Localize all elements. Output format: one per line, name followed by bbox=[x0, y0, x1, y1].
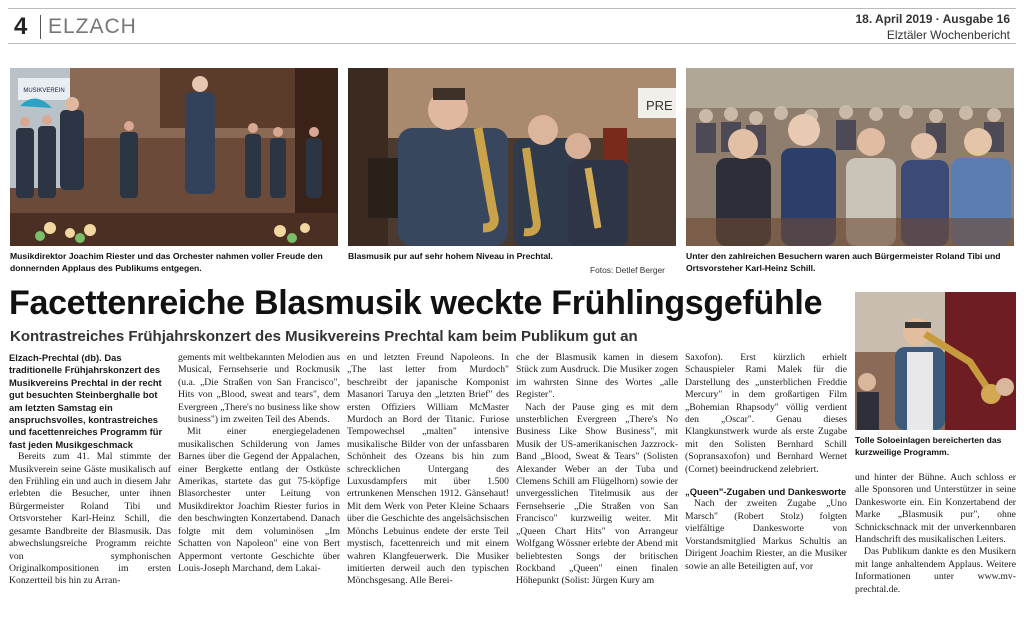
caption-photo-saxophones: Blasmusik pur auf sehr hohem Niveau in Prechtal. bbox=[348, 251, 553, 261]
article-lead: Elzach-Prechtal (db). Das traditionelle Frühjahrskonzert des Musikvereins Prechtal in der recht gut besuchten Steinberghalle bot am letzten Samstag ein anspruchsvolles, kontrastreiches und facettenreiches Programm für fast jeden Musikgeschmack bbox=[9, 352, 163, 450]
banner-text: MUSIKVEREIN bbox=[23, 88, 65, 94]
paragraph: Saxofon). Erst kürzlich erhielt Schauspieler Rami Malek für die Darstellung des „unsterblichen Freddie Mercury" in dem großartigen Film „Bohemian Rhapsody" völlig verdient den „Oscar". Genau dieses Klangkunstwerk wurde als erste Zugabe mit den Solisten Bernhard Schill (Sopransaxofon) und Bernhard Wernet (Cornet) beeindruckend zelebriert. bbox=[685, 352, 847, 475]
article-column-4 bbox=[516, 352, 678, 624]
article-column-1 bbox=[9, 352, 171, 624]
issue-date: 18. April 2019 · Ausgabe 16 bbox=[855, 12, 1010, 26]
paragraph: Nach der Pause ging es mit dem unsterblichen Evergreen „There's No Business Like Show Business", mit Musik der US-amerikanischen Jazzrock-Band „Blood, Sweat & Tears" (Solisten Alexander Weber an der Tuba und Clemens Schill am Flügelhorn) sowie der unvergesslichen Titelmusik aus der Fernsehserie „Die Straßen von San Francisco" kurzweilig weiter. Mit „Queen Chart Hits" von Arrangeur Wolfgang Wössner erlebte der Abend mit beliebtesten Songs der britischen Rockband „Queen" einen finalen Höhepunkt (Solist: Jürgen Kury am bbox=[516, 401, 678, 587]
photo-credit: Fotos: Detlef Berger bbox=[590, 265, 665, 275]
photo-saxophones bbox=[348, 68, 676, 246]
page-header bbox=[8, 8, 1016, 44]
photo-soloist bbox=[855, 292, 1016, 430]
section-title: ELZACH bbox=[48, 15, 137, 38]
paragraph: gements mit weltbekannten Melodien aus Musical, Fernsehserie und Rockmusik (u.a. „Die Straßen von San Francisco", Hits von „Blood, sweat and tears", dem Evergreen „There's no business like show business") im zweiten Teil des Abends. bbox=[178, 352, 340, 426]
paragraph: che der Blasmusik kamen in diesem Stück zum Ausdruck. Die Musiker zogen im wahrsten Sinne des Wortes „alle Register". bbox=[516, 352, 678, 401]
paragraph: en und letzten Freund Napoleons. In „The last letter from Murdoch" beschreibt der japanische Komponist Masanori Taruya den „letzten Brief" des ersten Offiziers William McMaster Murdoch an Bord der Titanic. Furiose Tempowechsel „malten" intensive musikalische Bilder von der unfassbaren Schönheit des Ozeans bis hin zum schrecklichen Untergang des Luxusdampfers mit über 1.500 ertrunkenen Menschen 1912. Gänsehaut! Mit dem Werk von Peter Kleine Schaars über die Geschichte des angelsächsischen Mönchs Lebuinus endete der erste Teil mystisch, facettenreich und mit einem wahren Klangfeuerwerk. Die Musiker imitierten derweil auch den typischen Mönchsgesang. Alle Berei- bbox=[347, 352, 509, 587]
sign-text: PRE bbox=[646, 98, 673, 113]
paragraph: Das Publikum dankte es den Musikern mit lange anhaltendem Applaus. Weitere Informationen unter www.mv-prechtal.de. bbox=[855, 546, 1016, 595]
article-headline: Facettenreiche Blasmusik weckte Frühlingsgefühle bbox=[9, 284, 823, 322]
article-subheadline: Kontrastreiches Frühjahrskonzert des Musikvereins Prechtal kam beim Publikum gut an bbox=[10, 328, 638, 345]
newspaper-name: Elztäler Wochenbericht bbox=[886, 28, 1010, 42]
header-divider bbox=[40, 15, 41, 39]
article-subheading: „Queen"-Zugaben und Dankesworte bbox=[685, 486, 847, 498]
article-column-6 bbox=[855, 472, 1016, 624]
paragraph: Mit einer energiegeladenen musikalischen Schilderung von James Barnes über die Gegend der Appalachen, einer Bergkette entlang der Ostküste Amerikas, startete das gut 75-köpfige Blasorchester unter Leitung von Musikdirektor Joachim Riester furios in den beschwingten Konzertabend. Danach folgte mit dem voluminösen „Im Schatten von Napoleon" eine von Bert Appermont vertonte Geschichte über Louis-Joseph Marchand, dem Lakai- bbox=[178, 426, 340, 574]
page-number: 4 bbox=[14, 13, 28, 40]
article-column-3 bbox=[347, 352, 509, 624]
paragraph: Nach der zweiten Zugabe „Uno Marsch" (Robert Stolz) folgten vielfältige Dankesworte von Vorstandsmitglied Markus Schultis an Dirigent Joachim Riester, an die Musiker sowie an alle Beteiligten auf, vor bbox=[685, 498, 847, 572]
photo-orchestra-stage bbox=[10, 68, 338, 246]
paragraph: Bereits zum 41. Mal stimmte der Musikverein seine Gäste musikalisch auf den Frühling ein und auch in diesem Jahr erlebten die Besucher, unter ihnen Bürgermeister Roland Tibi und Ortsvorsteher Karl-Heinz Schill, die gesamte Bandbreite der Blasmusik. Das abwechslungsreiche Programm reichte von symphonischen Originalkompositionen im ersten Konzertteil bis hin zu Arran- bbox=[9, 451, 171, 587]
photo-audience bbox=[686, 68, 1014, 246]
caption-photo-soloist: Tolle Soloeinlagen bereicherten das kurzweilige Programm. bbox=[855, 435, 1002, 457]
caption-photo-audience: Unter den zahlreichen Besuchern waren auch Bürgermeister Roland Tibi und Ortsvorsteher Karl-Heinz Schill. bbox=[686, 251, 1001, 273]
paragraph: und hinter der Bühne. Auch schloss er alle Sponsoren und Unterstützer in seine Dankesworte ein. Ein Konzertabend der Marke „Blasmusik pur", ohne Schnickschnack mit der unverkennbaren Handschrift des musikalischen Leiters. bbox=[855, 472, 1016, 546]
article-column-2 bbox=[178, 352, 340, 624]
article-column-5 bbox=[685, 352, 847, 624]
caption-photo-orchestra: Musikdirektor Joachim Riester und das Orchester nahmen voller Freude den donnernden Applaus des Publikums entgegen. bbox=[10, 251, 323, 273]
